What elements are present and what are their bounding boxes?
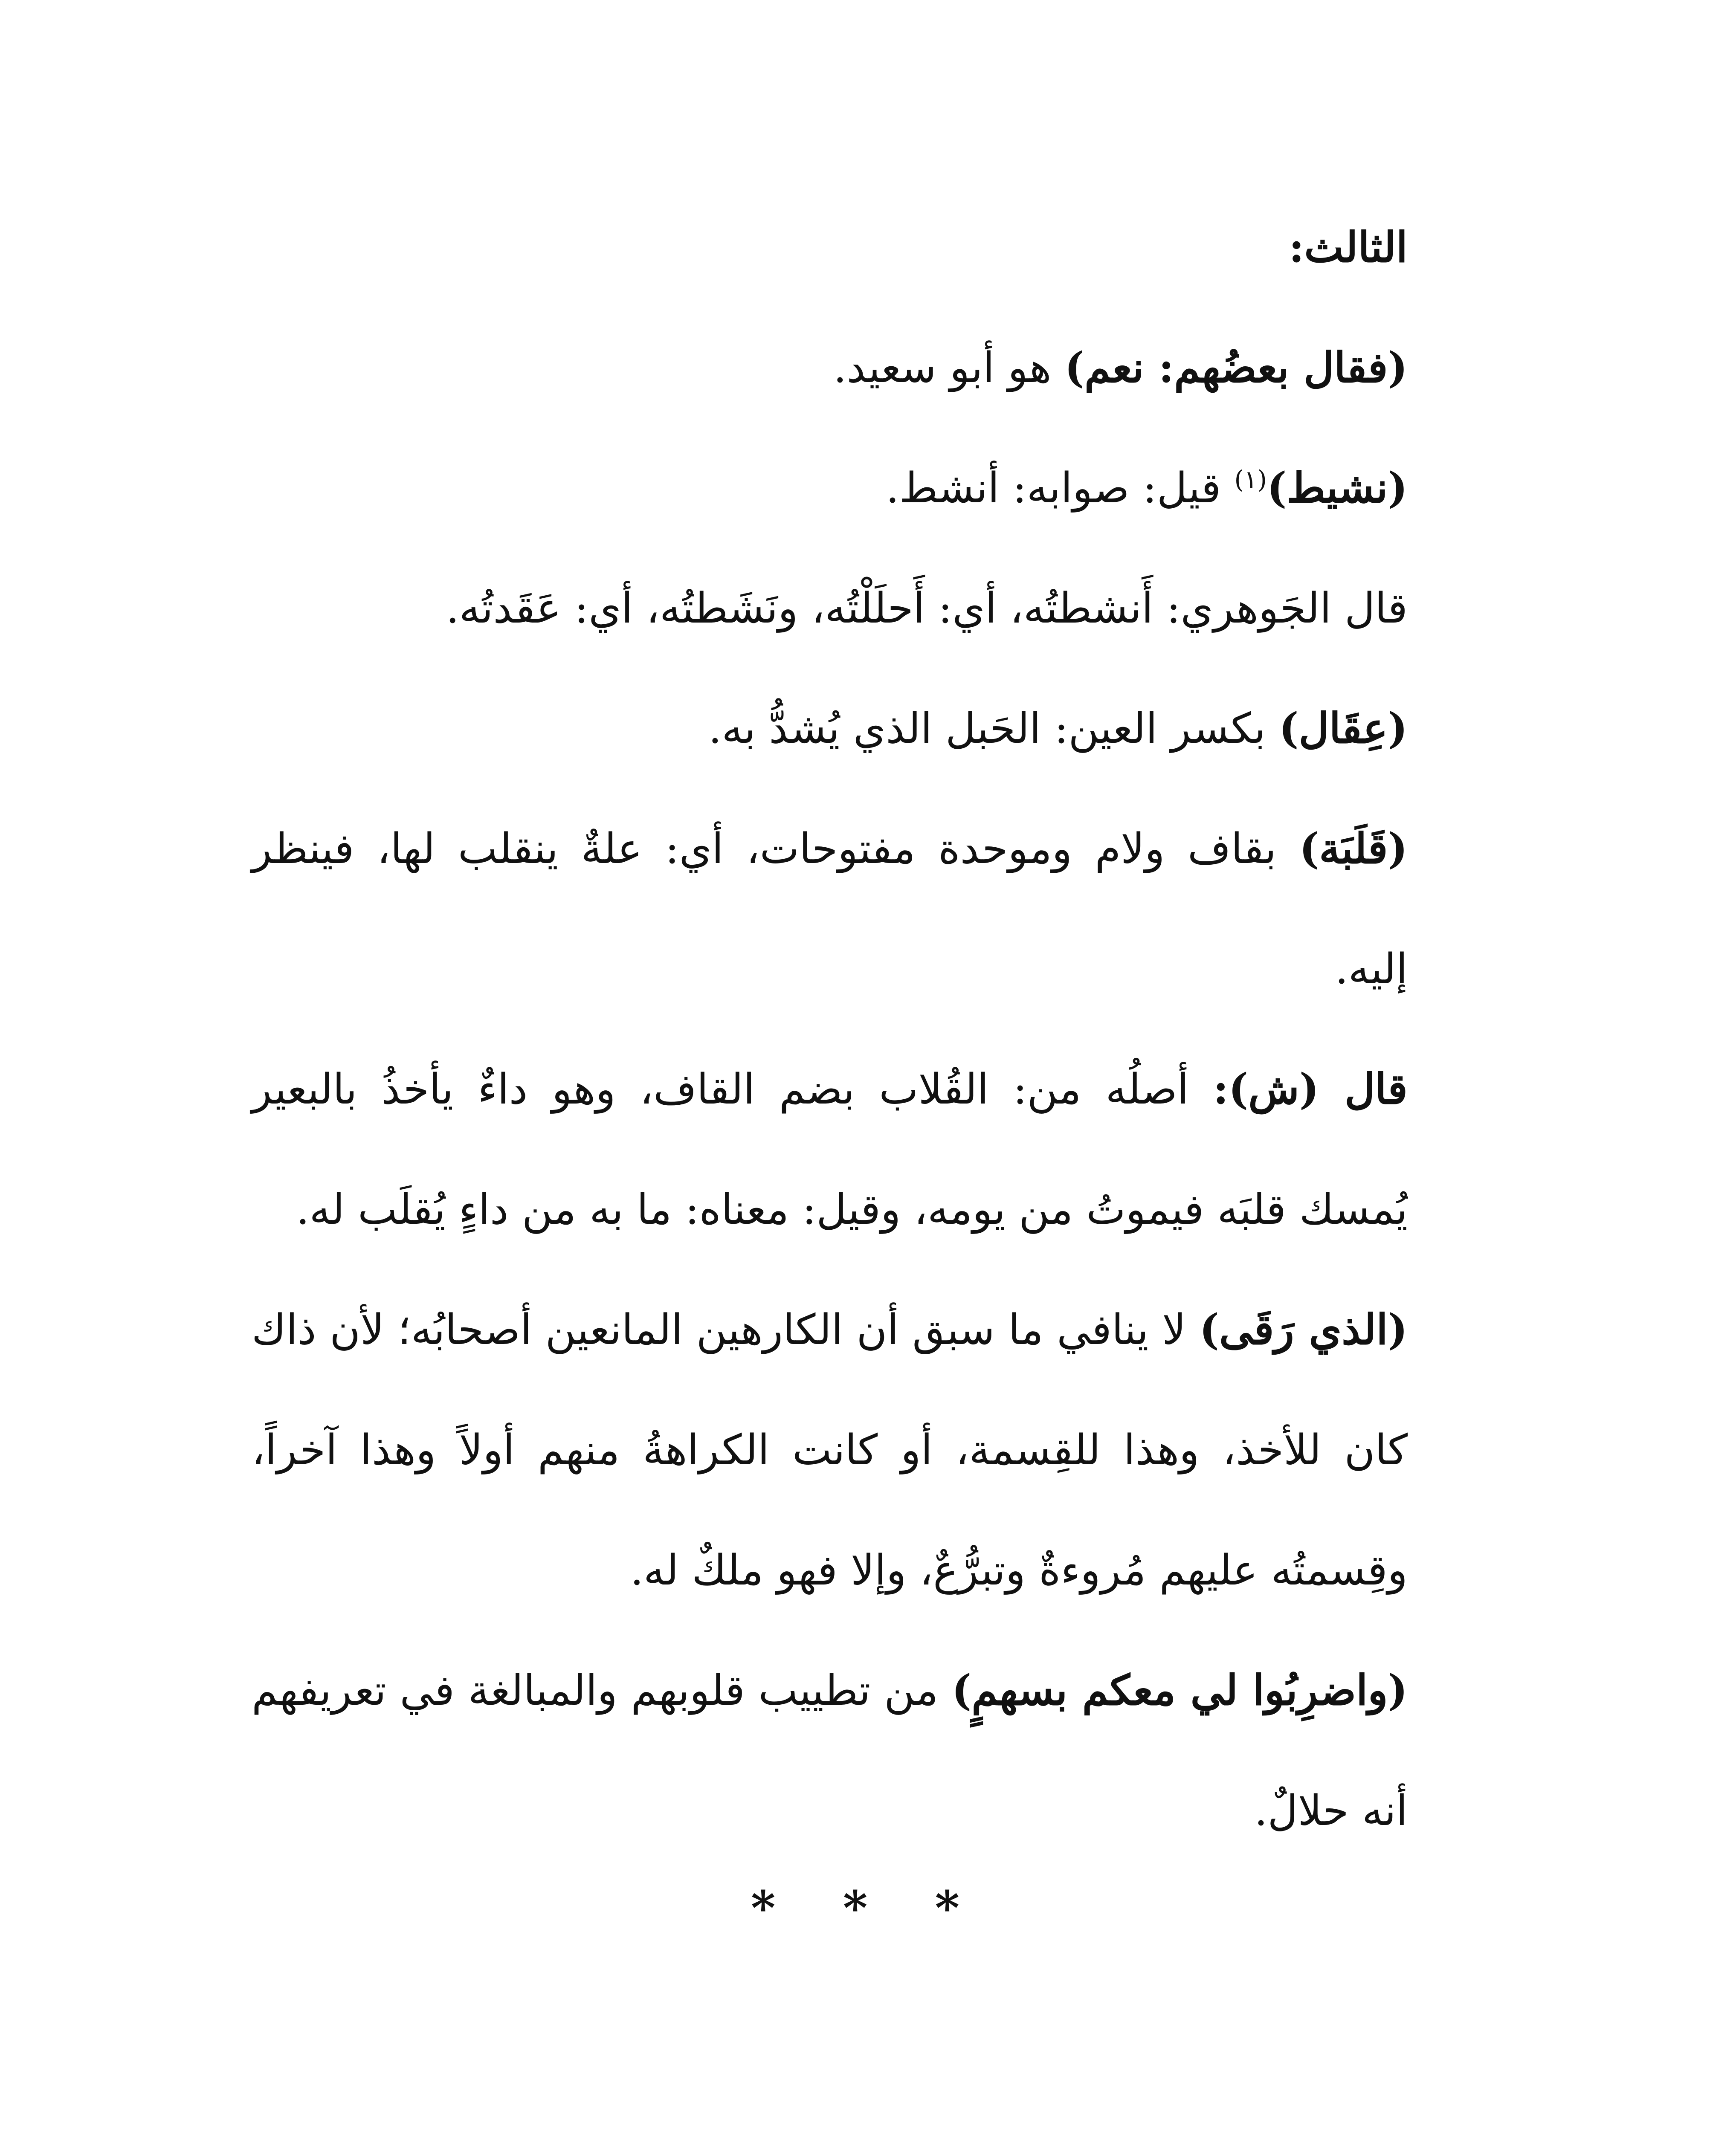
paragraph-text: لا ينافي ما سبق أن الكارهين المانعين أصحابُه؛ لأن ذاك كان للأخذ، وهذا للقِسمة، أو كانت الكراهةُ منهم أولاً وهذا آخراً، وقِسمتُه عليهم مُروءةٌ وتبرُّعٌ، وإلا فهو ملكٌ له.	[252, 1306, 1408, 1595]
quoted-phrase: (عِقَال)	[1279, 704, 1408, 753]
paragraph-text: من تطييب قلوبهم والمبالغة في تعريفهم أنه حلالٌ.	[252, 1666, 1408, 1835]
paragraph	[252, 669, 1408, 789]
paragraph	[252, 1029, 1408, 1270]
paragraph-text: أصلُه من: القُلاب بضم القاف، وهو داءٌ يأخذُ بالبعير يُمسك قلبَه فيموتُ من يومه، وقيل: معناه: ما به من داءٍ يُقلَب له.	[252, 1065, 1408, 1234]
quoted-phrase: (الذي رَقَى)	[1199, 1305, 1408, 1354]
paragraph	[252, 1631, 1408, 1871]
paragraph	[252, 308, 1408, 428]
quoted-phrase: (واضرِبُوا لي معكم بسهمٍ)	[951, 1666, 1408, 1715]
paragraph	[252, 789, 1408, 1029]
paragraph-text: هو أبو سعيد.	[833, 344, 1065, 392]
section-heading: الثالث:	[1289, 223, 1408, 272]
paragraph	[252, 1270, 1408, 1631]
quoted-phrase: (نشيط)	[1266, 463, 1408, 513]
main-text	[252, 188, 1408, 1871]
section-separator: * * *	[751, 1880, 985, 1935]
quoted-phrase: (قَلَبَة)	[1299, 824, 1408, 873]
footnote-marker[interactable]: (١)	[1234, 465, 1267, 494]
quoted-phrase: قال (ش):	[1213, 1065, 1408, 1114]
paragraph-text: قال الجَوهري: أَنشطتُه، أي: أَحلَلْتُه، ونَشَطتُه، أي: عَقَدتُه.	[446, 584, 1408, 633]
paragraph	[252, 428, 1408, 548]
paragraph-text: بكسر العين: الحَبل الذي يُشدُّ به.	[708, 704, 1279, 753]
paragraph-text: بقاف ولام وموحدة مفتوحات، أي: علةٌ ينقلب لها، فينظر إليه.	[252, 825, 1408, 994]
paragraph	[252, 548, 1408, 669]
quoted-phrase: (فقال بعضُهم: نعم)	[1064, 343, 1408, 392]
paragraph-text: قيل: صوابه: أنشط.	[886, 464, 1235, 513]
